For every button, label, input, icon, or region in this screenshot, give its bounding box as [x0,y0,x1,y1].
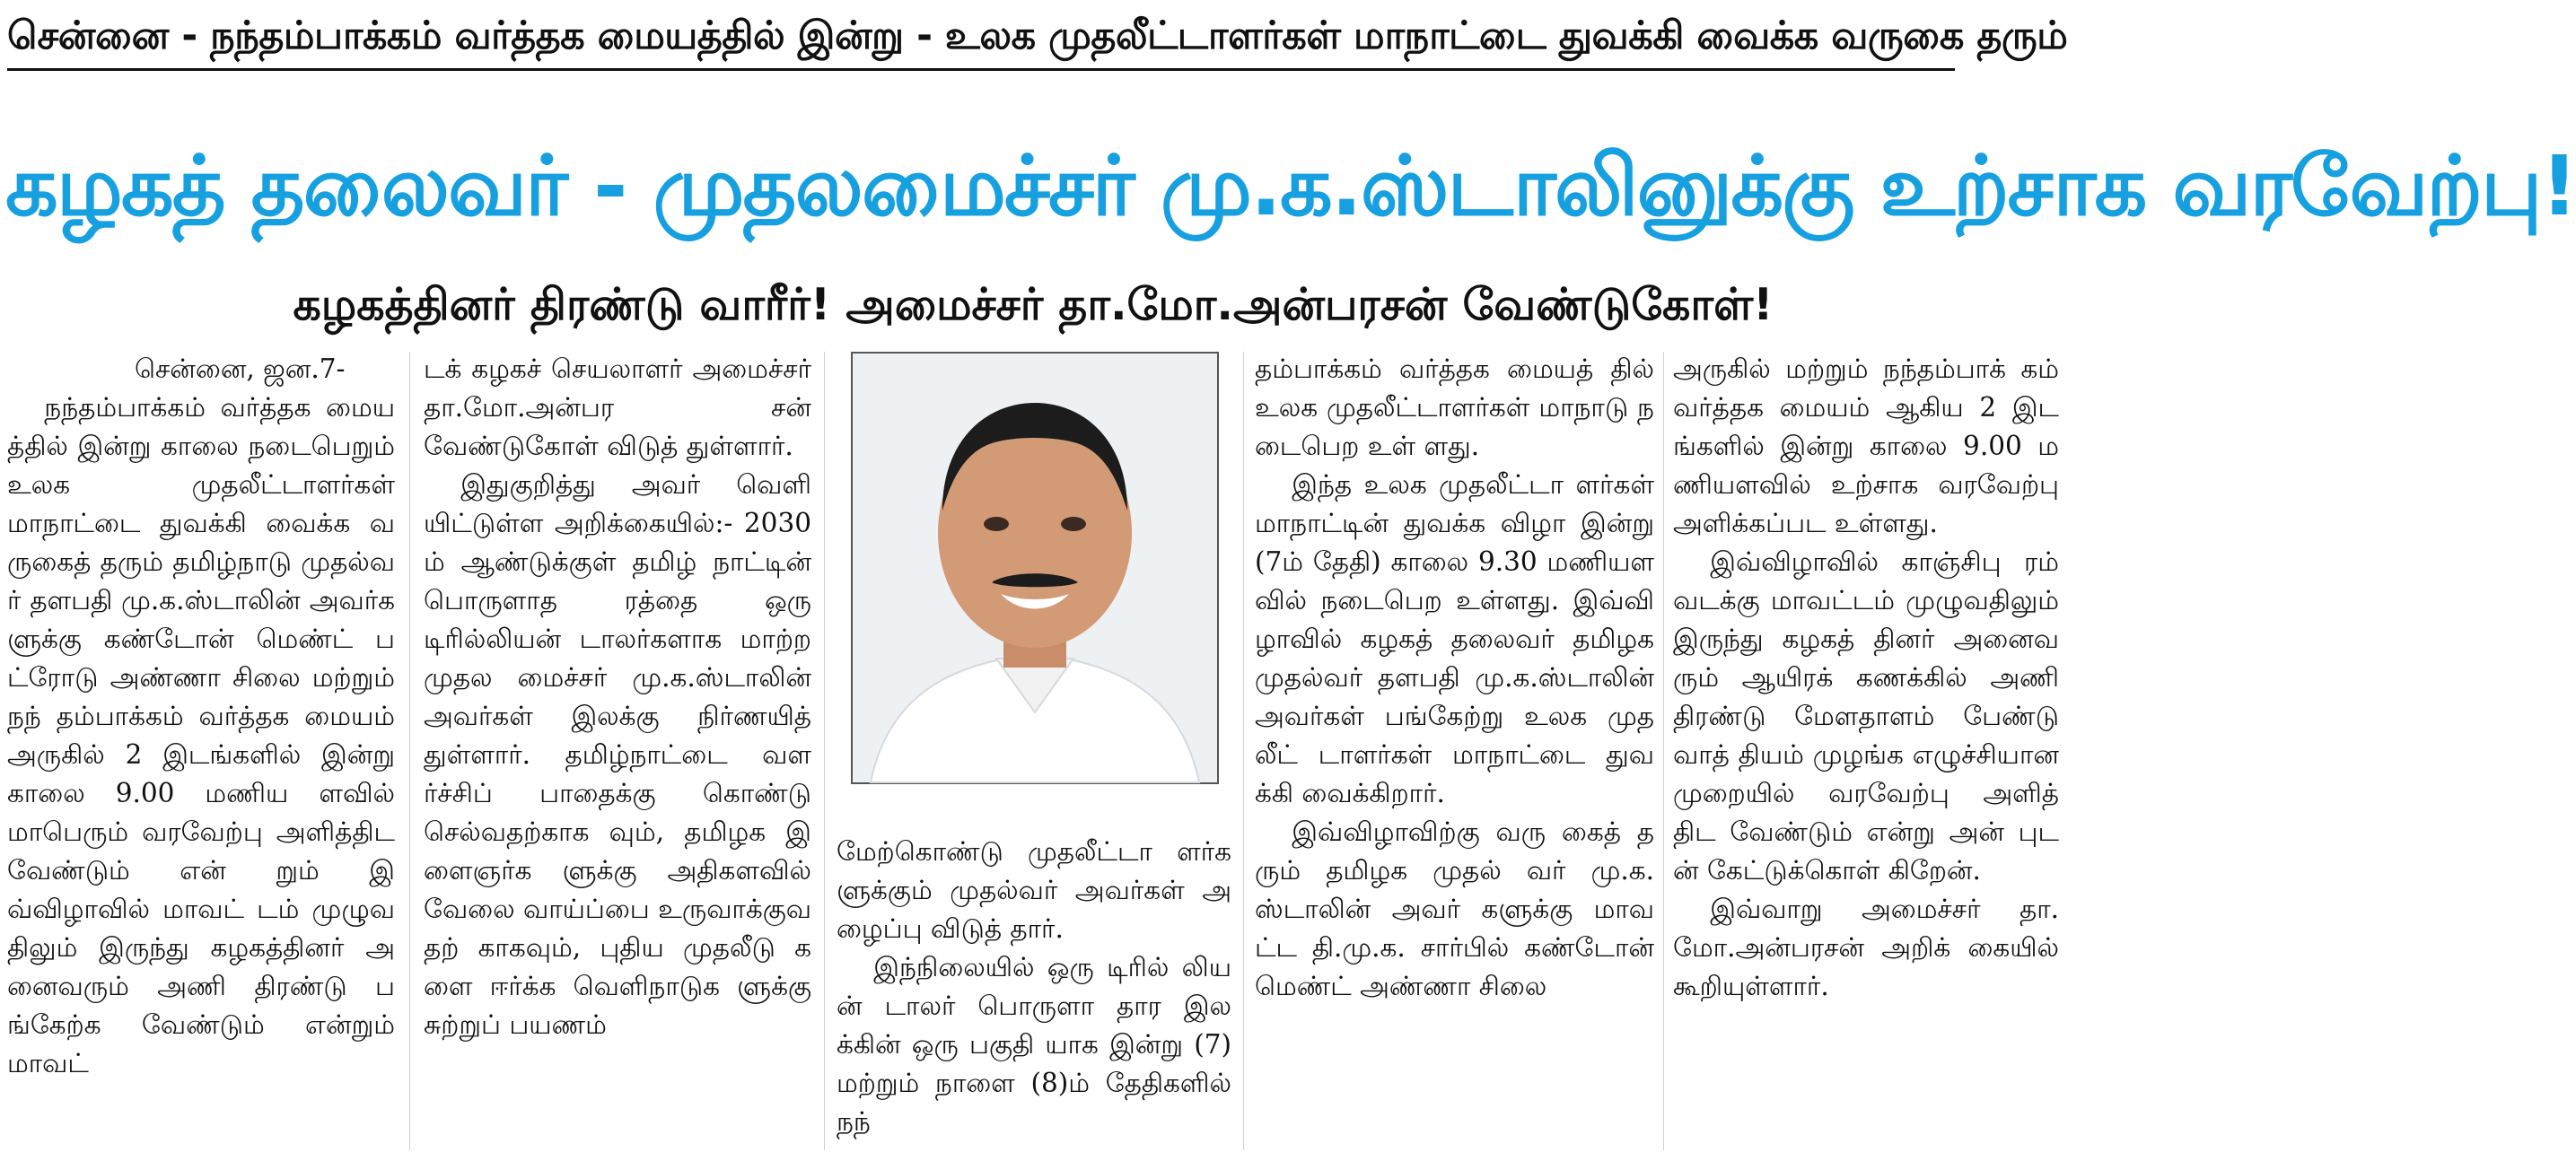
column-divider [824,352,825,1150]
article-paragraph: டக் கழகச் செயலாளர் அமைச்சர் தா.மோ.அன்பர சன் வேண்டுகோள் விடுத் துள்ளார். [424,354,811,461]
article-paragraph: மேற்கொண்டு முதலீட்டா ளர்களுக்கும் முதல்வர் அவர்கள் அழைப்பு விடுத் தார். [837,836,1231,944]
article-column-3 [837,833,1231,1157]
article-column-4 [1255,350,1654,1157]
main-headline: கழகத் தலைவர் - முதலமைச்சர் மு.க.ஸ்டாலினுக்கு உற்சாக வரவேற்பு! [5,138,2576,234]
kicker-line: சென்னை - நந்தம்பாக்கம் வர்த்தக மையத்தில் இன்று - உலக முதலீட்டாளர்கள் மாநாட்டை துவக்கி வைக்க வருகை தரும் [7,4,1955,71]
article-paragraph: இந்த உலக முதலீட்டா ளர்கள் மாநாட்டின் துவக்க விழா இன்று (7ம் தேதி) காலை 9.30 மணியளவில் நடைபெற உள்ளது. இவ்வி ழாவில் கழகத் தலைவர் தமிழக முதல்வர் தளபதி மு.க.ஸ்டாலின் அவர்கள் பங்கேற்று உலக முதலீட் டாளர்கள் மாநாட்டை துவக்கி வைக்கிறார். [1255,469,1654,808]
article-paragraph: இந்நிலையில் ஒரு டிரில் லியன் டாலர் பொருளா தார இலக்கின் ஒரு பகுதி யாக இன்று (7) மற்றும் நாளை (8)ம் தேதிகளில் நந் [837,952,1231,1137]
sub-headline: கழகத்தினர் திரண்டு வாரீர்! அமைச்சர் தா.மோ.அன்பரசன் வேண்டுகோள்! [293,279,1774,330]
column-divider [1243,352,1244,1150]
article-paragraph: இவ்வாறு அமைச்சர் தா.மோ.அன்பரசன் அறிக் கையில் கூறியுள்ளார். [1673,894,2059,1001]
column-divider [1663,352,1664,1150]
article-paragraph: இதுகுறித்து அவர் வெளி யிட்டுள்ள அறிக்கையில்:- 2030ம் ஆண்டுக்குள் தமிழ் நாட்டின் பொருளாத ரத்தை ஒரு டிரில்லியன் டாலர்களாக மாற்ற முதல மைச்சர் மு.க.ஸ்டாலின் அவர்கள் இலக்கு நிர்ணயித் துள்ளார். தமிழ்நாட்டை வளர்ச்சிப் பாதைக்கு கொண்டு செல்வதற்காக வும், தமிழக இளைஞர்க ளுக்கு அதிகளவில் வேலை வாய்ப்பை உருவாக்குவதற் காகவும், புதிய முதலீடு களை ஈர்க்க வெளிநாடுக ளுக்கு சுற்றுப் பயணம் [424,469,811,1040]
column-divider [409,352,410,1150]
article-column-2 [424,350,811,1157]
dateline: சென்னை, ஜன.7- [135,354,346,384]
portrait-photo [851,352,1219,784]
article-paragraph: நந்தம்பாக்கம் வர்த்தக மையத்தில் இன்று காலை நடைபெறும் உலக முதலீட்டாளர்கள் மாநாட்டை துவக்கி வைக்க வருகைத் தரும் தமிழ்நாடு முதல்வர் தளபதி மு.க.ஸ்டாலின் அவர்களுக்கு கண்டோன் மெண்ட் பட்ரோடு அண்ணா சிலை மற்றும் நந் தம்பாக்கம் வர்த்தக மையம் அருகில் 2 இடங்களில் இன்று காலை 9.00 மணிய ளவில் மாபெரும் வரவேற்பு அளித்திட வேண்டும் என் றும் இவ்விழாவில் மாவட் டம் முழுவதிலும் இருந்து கழகத்தினர் அனைவரும் அணி திரண்டு பங்கேற்க வேண்டும் என்றும் மாவட் [7,392,395,1078]
article-paragraph: அருகில் மற்றும் நந்தம்பாக் கம் வர்த்தக மையம் ஆகிய 2 இடங்களில் இன்று காலை 9.00 மணியளவில் உற்சாக வரவேற்பு அளிக்கப்பட உள்ளது. [1673,354,2059,538]
article-paragraph: இவ்விழாவிற்கு வரு கைத் தரும் தமிழக முதல் வர் மு.க.ஸ்டாலின் அவர் களுக்கு மாவட்ட தி.மு.க. சார்பில் கண்டோன் மெண்ட் அண்ணா சிலை [1255,816,1654,1001]
article-paragraph: இவ்விழாவில் காஞ்சிபு ரம் வடக்கு மாவட்டம் முழுவதிலும் இருந்து கழகத் தினர் அனைவரும் ஆயிரக் கணக்கில் அணி திரண்டு மேளதாளம் பேண்டு வாத் தியம் முழங்க எழுச்சியான முறையில் வரவேற்பு அளித் திட வேண்டும் என்று அன் புடன் கேட்டுக்கொள் கிறேன். [1673,546,2059,886]
portrait-photo-icon [853,354,1217,782]
article-paragraph: தம்பாக்கம் வர்த்தக மையத் தில் உலக முதலீட்டாளர்கள் மாநாடு நடைபெற உள் ளது. [1255,354,1654,461]
article-column-1 [7,350,395,1157]
article-column-5 [1673,350,2059,1157]
